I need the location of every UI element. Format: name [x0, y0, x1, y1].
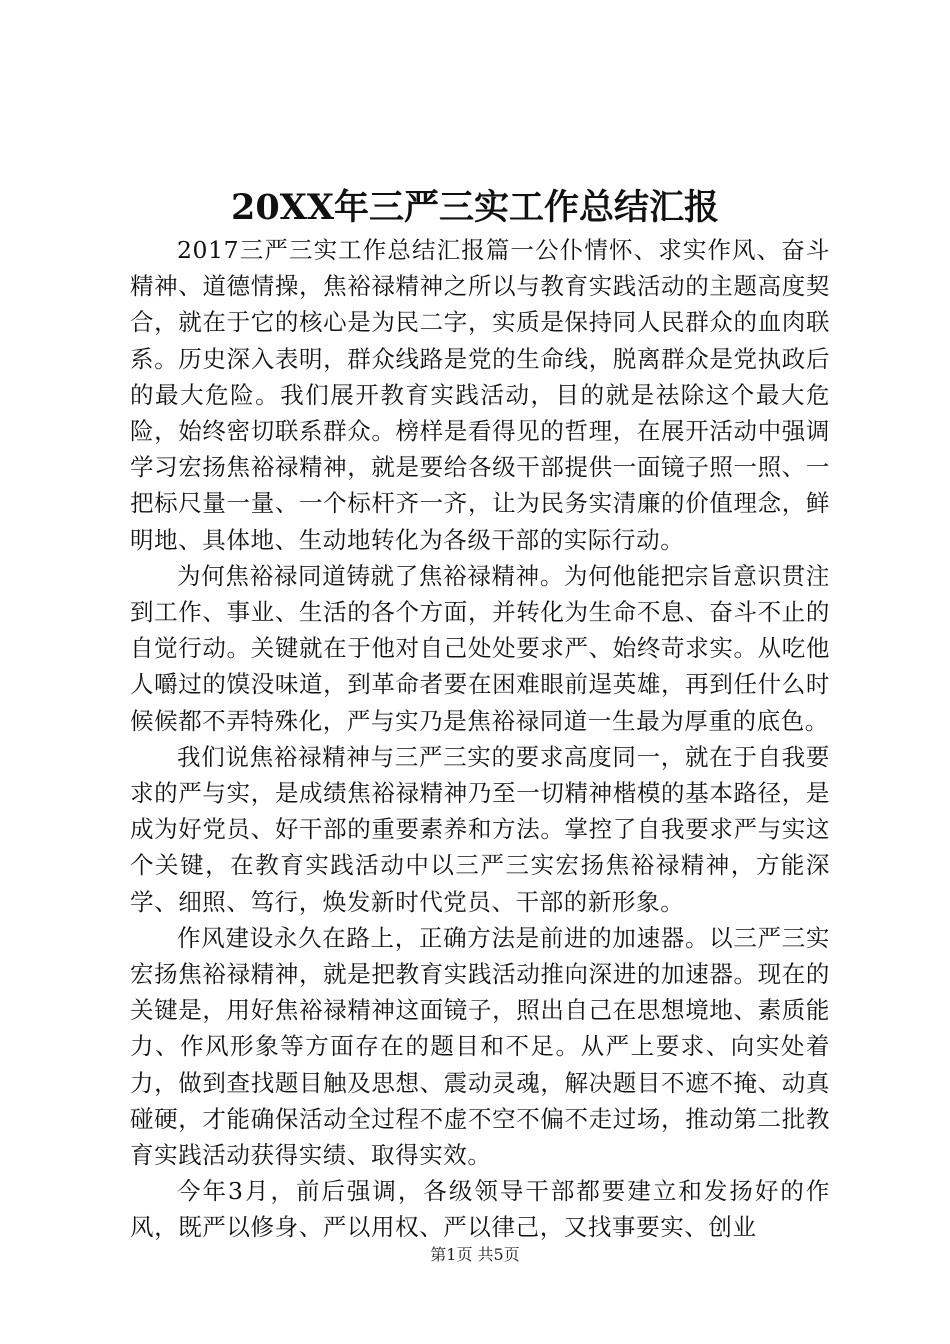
document-body: [130, 232, 830, 1246]
document-title: 20XX年三严三实工作总结汇报: [230, 187, 720, 228]
paragraph-2: 为何焦裕禄同道铸就了焦裕禄精神。为何他能把宗旨意识贯注到工作、事业、生活的各个方面，并转化为生命不息、奋斗不止的自觉行动。关键就在于他对自己处处要求严、始终苛求实。从吃他人嚼过的馍没味道，到革命者要在困难眼前逞英雄，再到任什么时候候都不弄特殊化，严与实乃是焦裕禄同道一生最为厚重的底色。: [130, 561, 830, 735]
paragraph-3: 我们说焦裕禄精神与三严三实的要求高度同一，就在于自我要求的严与实，是成绩焦裕禄精神乃至一切精神楷模的基本路径，是成为好党员、好干部的重要素养和方法。掌控了自我要求严与实这个关键，在教育实践活动中以三严三实宏扬焦裕禄精神，方能深学、细照、笃行，焕发新时代党员、干部的新形象。: [130, 742, 830, 916]
paragraph-4: 作风建设永久在路上，正确方法是前进的加速器。以三严三实宏扬焦裕禄精神，就是把教育实践活动推向深进的加速器。现在的关键是，用好焦裕禄精神这面镜子，照出自己在思想境地、素质能力、作风形象等方面存在的题目和不足。从严上要求、向实处着力，做到查找题目触及思想、震动灵魂，解决题目不遮不掩、动真碰硬，才能确保活动全过程不虚不空不偏不走过场，推动第二批教育实践活动获得实绩、取得实效。: [130, 923, 830, 1170]
paragraph-5: 今年3月，前后强调，各级领导干部都要建立和发扬好的作风，既严以修身、严以用权、严以律己，又找事要实、创业: [130, 1177, 830, 1242]
paragraph-1: 2017三严三实工作总结汇报篇一公仆情怀、求实作风、奋斗精神、道德情操，焦裕禄精神之所以与教育实践活动的主题高度契合，就在于它的核心是为民二字，实质是保持同人民群众的血肉联系。历史深入表明，群众线路是党的生命线，脱离群众是党执政后的最大危险。我们展开教育实践活动，目的就是祛除这个最大危险，始终密切联系群众。榜样是看得见的哲理，在展开活动中强调学习宏扬焦裕禄精神，就是要给各级干部提供一面镜子照一照、一把标尺量一量、一个标杆齐一齐，让为民务实清廉的价值理念，鲜明地、具体地、生动地转化为各级干部的实际行动。: [130, 236, 830, 554]
page-number-footer: 第1页 共5页: [430, 1245, 520, 1264]
